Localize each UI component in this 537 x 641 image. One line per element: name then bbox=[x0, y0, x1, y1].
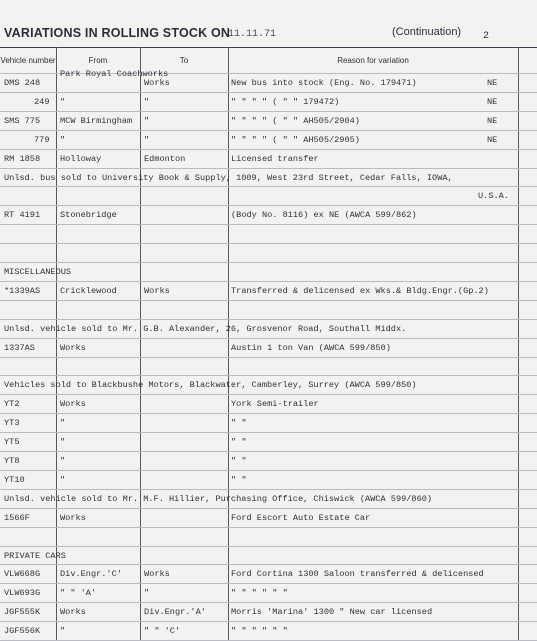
cell-from: Works bbox=[60, 399, 86, 410]
table-row bbox=[0, 69, 537, 91]
table-row bbox=[0, 451, 537, 469]
cell-from: Works bbox=[60, 342, 86, 353]
table-row bbox=[0, 262, 537, 280]
cell-vehicle: 249 bbox=[34, 96, 50, 107]
cell-reason: " " bbox=[231, 474, 247, 485]
cell-ne: NE bbox=[487, 96, 498, 107]
cell-vehicle: VLW693G bbox=[4, 588, 41, 599]
row-tail-text: U.S.A. bbox=[478, 191, 509, 202]
table-row bbox=[0, 338, 537, 356]
cell-vehicle: YT2 bbox=[4, 399, 20, 410]
cell-to: " bbox=[144, 96, 150, 107]
table-row bbox=[0, 300, 537, 318]
cell-vehicle: 1566F bbox=[4, 512, 30, 523]
table-row bbox=[0, 394, 537, 412]
col-reason-header: Reason for variation bbox=[337, 56, 409, 65]
cell-reason: " " " " ( " " AH505/2904) bbox=[231, 115, 360, 126]
table-row bbox=[0, 546, 537, 564]
cell-ne: NE bbox=[487, 115, 498, 126]
cell-from: Works bbox=[60, 607, 86, 618]
cell-to: Works bbox=[144, 78, 170, 88]
cell-vehicle: 779 bbox=[34, 134, 50, 145]
cell-vehicle: RT 4191 bbox=[4, 210, 41, 221]
table-row bbox=[0, 564, 537, 582]
cell-to: " bbox=[144, 115, 150, 126]
cell-from: " bbox=[60, 626, 66, 637]
cell-vehicle: *1339AS bbox=[4, 285, 41, 296]
table-row bbox=[0, 470, 537, 488]
cell-vehicle: JGF555K bbox=[4, 607, 41, 618]
row-full-text: MISCELLANEOUS bbox=[4, 267, 72, 277]
cell-reason: Ford Escort Auto Estate Car bbox=[231, 512, 371, 523]
table-row bbox=[0, 602, 537, 620]
cell-vehicle: RM 1858 bbox=[4, 153, 41, 164]
table-row bbox=[0, 432, 537, 450]
cell-to: Edmonton bbox=[144, 153, 186, 164]
table-row bbox=[0, 130, 537, 148]
row-full-text: Vehicles sold to Blackbushe Motors, Blackwater, Camberley, Surrey (AWCA 599/850) bbox=[4, 380, 417, 391]
col-vehicle-header: Vehicle number bbox=[0, 56, 56, 65]
cell-from: Park Royal Coachworks bbox=[60, 69, 169, 79]
cell-vehicle: SMS 775 bbox=[4, 115, 41, 126]
cell-vehicle: DMS 248 bbox=[4, 78, 41, 88]
table-row bbox=[0, 319, 537, 337]
row-full-text: Unlsd. bus sold to University Book & Supply, 1009, West 23rd Street, Cedar Falls, IOWA, bbox=[4, 172, 453, 183]
row-full-text: Unlsd. vehicle sold to Mr. M.F. Hillier, Purchasing Office, Chiswick (AWCA 599/860) bbox=[4, 493, 433, 504]
table-row bbox=[0, 583, 537, 601]
table-row bbox=[0, 111, 537, 129]
cell-reason: New bus into stock (Eng. No. 179471) bbox=[231, 78, 417, 88]
cell-vehicle: VLW668G bbox=[4, 569, 41, 580]
cell-from: " " 'A' bbox=[60, 588, 97, 599]
cell-ne: NE bbox=[487, 134, 498, 145]
cell-to: " bbox=[144, 134, 150, 145]
cell-reason: " " " " ( " " AH505/2905) bbox=[231, 134, 360, 145]
cell-from: Div.Engr.'C' bbox=[60, 569, 122, 580]
row-full-text: PRIVATE CARS bbox=[4, 550, 66, 561]
cell-reason: Austin 1 ton Van (AWCA 599/850) bbox=[231, 342, 391, 353]
continuation-label: (Continuation) bbox=[392, 26, 462, 38]
cell-reason: (Body No. 8116) ex NE (AWCA 599/862) bbox=[231, 210, 417, 221]
cell-reason: " " " " " " bbox=[231, 626, 288, 637]
cell-reason: " " bbox=[231, 456, 247, 466]
table-row bbox=[0, 621, 537, 639]
cell-reason: " " " " ( " " 179472) bbox=[231, 96, 340, 107]
cell-reason: " " bbox=[231, 418, 247, 429]
table-row bbox=[0, 92, 537, 110]
cell-from: " bbox=[60, 474, 66, 485]
table-row bbox=[0, 413, 537, 431]
sheet-title: VARIATIONS IN ROLLING STOCK ON bbox=[4, 26, 231, 40]
cell-reason: " " bbox=[231, 437, 247, 448]
cell-reason: Ford Cortina 1300 Saloon transferred & delicensed bbox=[231, 569, 484, 580]
cell-from: Works bbox=[60, 512, 86, 523]
col-from-header: From bbox=[88, 56, 108, 65]
table-row bbox=[0, 186, 537, 204]
cell-from: Stonebridge bbox=[60, 210, 117, 221]
cell-vehicle: YT3 bbox=[4, 418, 20, 429]
cell-vehicle: YT10 bbox=[4, 474, 25, 485]
table-row bbox=[0, 375, 537, 393]
page-number: 2 bbox=[483, 31, 490, 42]
cell-from: " bbox=[60, 437, 66, 448]
table-row bbox=[0, 281, 537, 299]
cell-to: Works bbox=[144, 569, 170, 580]
cell-reason: Transferred & delicensed ex Wks.& Bldg.Engr.(Gp.2) bbox=[231, 285, 489, 296]
table-row bbox=[0, 168, 537, 186]
cell-ne: NE bbox=[487, 78, 498, 88]
cell-from: " bbox=[60, 134, 66, 145]
cell-from: " bbox=[60, 96, 66, 107]
table-row bbox=[0, 489, 537, 507]
table-row bbox=[0, 149, 537, 167]
cell-to: Works bbox=[144, 285, 170, 296]
cell-reason: York Semi-trailer bbox=[231, 399, 319, 410]
sheet-date: 11.11.71 bbox=[228, 29, 277, 40]
cell-vehicle: 1337AS bbox=[4, 342, 35, 353]
table-row bbox=[0, 357, 537, 375]
table-row bbox=[0, 527, 537, 545]
cell-from: Holloway bbox=[60, 153, 102, 164]
cell-vehicle: JGF556K bbox=[4, 626, 41, 637]
cell-vehicle: YT8 bbox=[4, 456, 20, 466]
cell-to: " bbox=[144, 588, 150, 599]
cell-from: MCW Birmingham bbox=[60, 115, 133, 126]
table-row bbox=[0, 205, 537, 223]
cell-reason: Morris 'Marina' 1300 " New car licensed bbox=[231, 607, 433, 618]
table-row bbox=[0, 508, 537, 526]
cell-from: " bbox=[60, 418, 66, 429]
cell-from: " bbox=[60, 456, 66, 466]
cell-vehicle: YT5 bbox=[4, 437, 20, 448]
cell-reason: Licensed transfer bbox=[231, 153, 319, 164]
cell-from: Cricklewood bbox=[60, 285, 117, 296]
cell-to: " " 'C' bbox=[144, 626, 181, 637]
table-row bbox=[0, 243, 537, 261]
row-full-text: Unlsd. vehicle sold to Mr. G.B. Alexander, 26, Grosvenor Road, Southall Middx. bbox=[4, 323, 407, 334]
col-to-header: To bbox=[179, 56, 189, 65]
cell-reason: " " " " " " bbox=[231, 588, 288, 599]
table-row bbox=[0, 224, 537, 242]
cell-to: Div.Engr.'A' bbox=[144, 607, 206, 618]
